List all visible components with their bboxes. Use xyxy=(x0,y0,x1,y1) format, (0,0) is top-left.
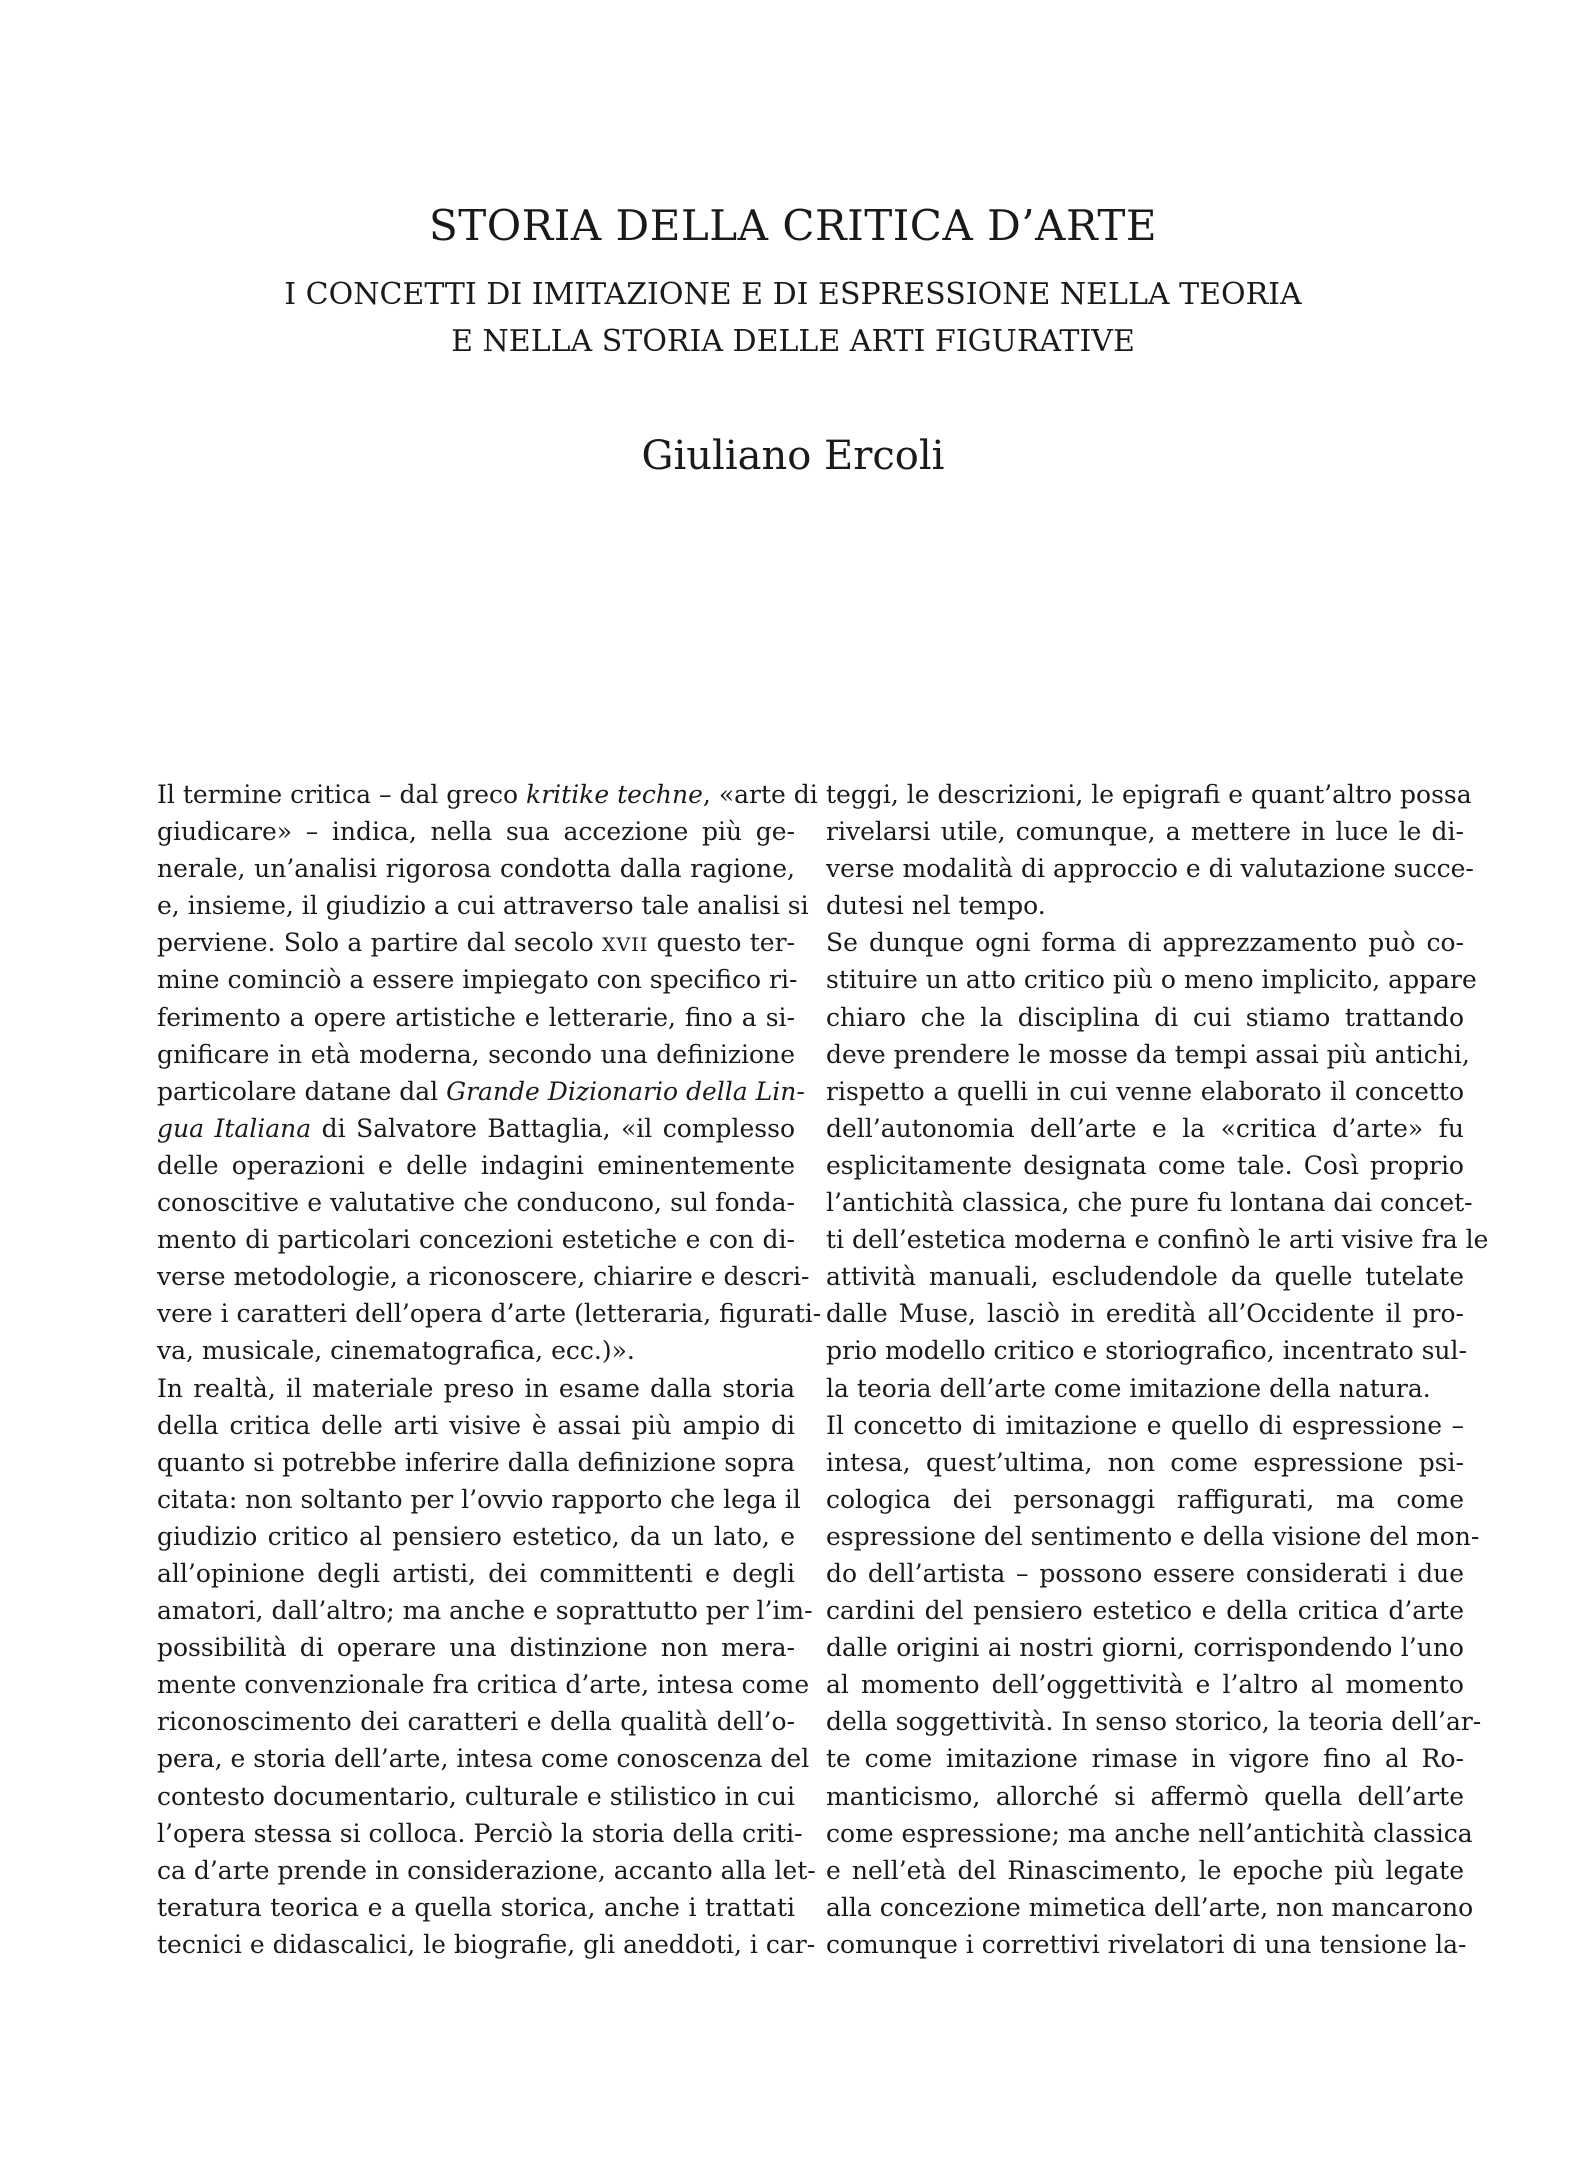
text-line: citata: non soltanto per l’ovvio rapporto che lega il xyxy=(157,1484,801,1514)
page-title: STORIA DELLA CRITICA D’ARTE xyxy=(428,201,1158,250)
text-line: pera, e storia dell’arte, intesa come conoscenza del xyxy=(157,1744,810,1774)
author-name: Giuliano Ercoli xyxy=(641,433,945,479)
text-line: dalle Muse, lasciò in eredità all’Occidente il pro- xyxy=(826,1299,1464,1329)
text-line: do dell’artista – possono essere considerati i due xyxy=(826,1558,1464,1588)
italic-title: gua Italiana xyxy=(157,1113,312,1143)
text-line: alla concezione mimetica dell’arte, non mancarono xyxy=(826,1892,1474,1922)
text-line xyxy=(157,1073,805,1110)
text-line: come espressione; ma anche nell’antichità classica xyxy=(826,1818,1473,1848)
text-fragment: di Salvatore Battaglia, «il complesso xyxy=(311,1113,795,1143)
text-line: verse metodologie, a riconoscere, chiarire e descri- xyxy=(157,1262,810,1292)
subtitle-line-2: E NELLA STORIA DELLE ARTI FIGURATIVE xyxy=(451,324,1135,359)
text-line: ferimento a opere artistiche e letterarie, fino a si- xyxy=(157,1002,795,1032)
text-line: Il concetto di imitazione e quello di espressione – xyxy=(826,1410,1464,1440)
text-line: dutesi nel tempo. xyxy=(826,891,1046,921)
text-line: giudizio critico al pensiero estetico, da un lato, e xyxy=(157,1521,795,1551)
text-line: mento di particolari concezioni estetiche e con di- xyxy=(157,1225,795,1255)
text-line: all’opinione degli artisti, dei committenti e degli xyxy=(157,1558,795,1588)
text-fragment: questo ter- xyxy=(648,928,796,958)
text-line: rispetto a quelli in cui venne elaborato il concetto xyxy=(826,1076,1464,1106)
text-line: amatori, dall’altro; ma anche e soprattutto per l’im- xyxy=(157,1596,813,1626)
text-line: mine cominciò a essere impiegato con specifico ri- xyxy=(157,965,798,995)
text-line: rivelarsi utile, comunque, a mettere in luce le di- xyxy=(826,817,1464,847)
text-fragment: , «arte di xyxy=(702,780,818,809)
text-line: riconoscimento dei caratteri e della qualità dell’o- xyxy=(157,1707,795,1737)
text-line: contesto documentario, culturale e stilistico in cui xyxy=(157,1781,795,1811)
text-line: ca d’arte prende in considerazione, accanto alla let- xyxy=(157,1855,816,1885)
text-line: verse modalità di approccio e di valutazione succe- xyxy=(826,854,1474,884)
text-line: quanto si potrebbe inferire dalla definizione sopra xyxy=(157,1447,795,1477)
italic-title: Grande Dizionario della Lin- xyxy=(446,1076,805,1106)
text-line: stituire un atto critico più o meno implicito, appare xyxy=(826,965,1477,995)
text-line: chiaro che la disciplina di cui stiamo trattando xyxy=(826,1002,1464,1032)
right-text-column xyxy=(826,776,1489,1963)
text-line: intesa, quest’ultima, non come espressione psi- xyxy=(826,1447,1464,1477)
text-line: delle operazioni e delle indagini eminentemente xyxy=(157,1150,795,1180)
text-line xyxy=(157,1110,795,1147)
text-line: al momento dell’oggettività e l’altro al momento xyxy=(826,1670,1464,1700)
text-line: va, musicale, cinematografica, ecc.)». xyxy=(157,1336,635,1366)
text-line: l’antichità classica, che pure fu lontana dai concet- xyxy=(826,1188,1473,1218)
subtitle-line-1: I CONCETTI DI IMITAZIONE E DI ESPRESSIONE NELLA TEORIA xyxy=(284,277,1302,312)
text-line: Se dunque ogni forma di apprezzamento può co- xyxy=(826,928,1464,958)
text-line: tecnici e didascalici, le biografie, gli aneddoti, i car- xyxy=(157,1929,816,1959)
text-line: In realtà, il materiale preso in esame dalla storia xyxy=(157,1373,795,1403)
text-line: deve prendere le mosse da tempi assai più antichi, xyxy=(826,1039,1470,1069)
text-line: della soggettività. In senso storico, la teoria dell’ar- xyxy=(826,1707,1482,1737)
text-line: della critica delle arti visive è assai più ampio di xyxy=(157,1410,795,1440)
text-fragment: particolare datane dal xyxy=(157,1076,447,1106)
century-smallcaps: XVII xyxy=(601,934,649,957)
text-line: comunque i correttivi rivelatori di una tensione la- xyxy=(826,1929,1467,1959)
text-line: possibilità di operare una distinzione non mera- xyxy=(157,1633,795,1663)
text-line: attività manuali, escludendole da quelle tutelate xyxy=(826,1262,1464,1292)
text-fragment: perviene. Solo a partire dal secolo xyxy=(157,928,602,958)
text-line: mente convenzionale fra critica d’arte, intesa come xyxy=(157,1670,810,1700)
text-line: e nell’età del Rinascimento, le epoche più legate xyxy=(826,1855,1464,1885)
text-line: teggi, le descrizioni, le epigrafi e quant’altro possa xyxy=(826,780,1472,809)
left-text-column xyxy=(157,776,822,1963)
text-line xyxy=(157,776,818,813)
text-line: dalle origini ai nostri giorni, corrispondendo l’uno xyxy=(826,1633,1464,1663)
text-line: espressione del sentimento e della visione del mon- xyxy=(826,1521,1480,1551)
text-line: cardini del pensiero estetico e della critica d’arte xyxy=(826,1596,1464,1626)
italic-term: kritike techne xyxy=(526,780,703,809)
text-line xyxy=(157,924,795,961)
text-line: cologica dei personaggi raffigurati, ma come xyxy=(826,1484,1464,1514)
text-line: prio modello critico e storiografico, incentrato sul- xyxy=(826,1336,1467,1366)
text-line: esplicitamente designata come tale. Così proprio xyxy=(826,1150,1464,1180)
text-line: manticismo, allorché si affermò quella dell’arte xyxy=(826,1781,1464,1811)
text-line: gnificare in età moderna, secondo una definizione xyxy=(157,1039,795,1069)
text-line: conoscitive e valutative che conducono, sul fonda- xyxy=(157,1188,795,1218)
text-line: nerale, un’analisi rigorosa condotta dalla ragione, xyxy=(157,854,795,884)
text-line: l’opera stessa si colloca. Perciò la storia della criti- xyxy=(157,1818,803,1848)
text-line: dell’autonomia dell’arte e la «critica d’arte» fu xyxy=(826,1113,1464,1143)
text-line: vere i caratteri dell’opera d’arte (letteraria, figurati- xyxy=(157,1299,822,1329)
text-line: la teoria dell’arte come imitazione della natura. xyxy=(826,1373,1431,1403)
text-line: e, insieme, il giudizio a cui attraverso tale analisi si xyxy=(157,891,809,921)
text-line: giudicare» – indica, nella sua accezione più ge- xyxy=(157,817,795,847)
text-line: teratura teorica e a quella storica, anche i trattati xyxy=(157,1892,795,1922)
text-fragment: Il termine critica – dal greco xyxy=(157,780,527,809)
text-line: ti dell’estetica moderna e confinò le arti visive fra le xyxy=(826,1225,1489,1255)
text-line: te come imitazione rimase in vigore fino al Ro- xyxy=(826,1744,1464,1774)
